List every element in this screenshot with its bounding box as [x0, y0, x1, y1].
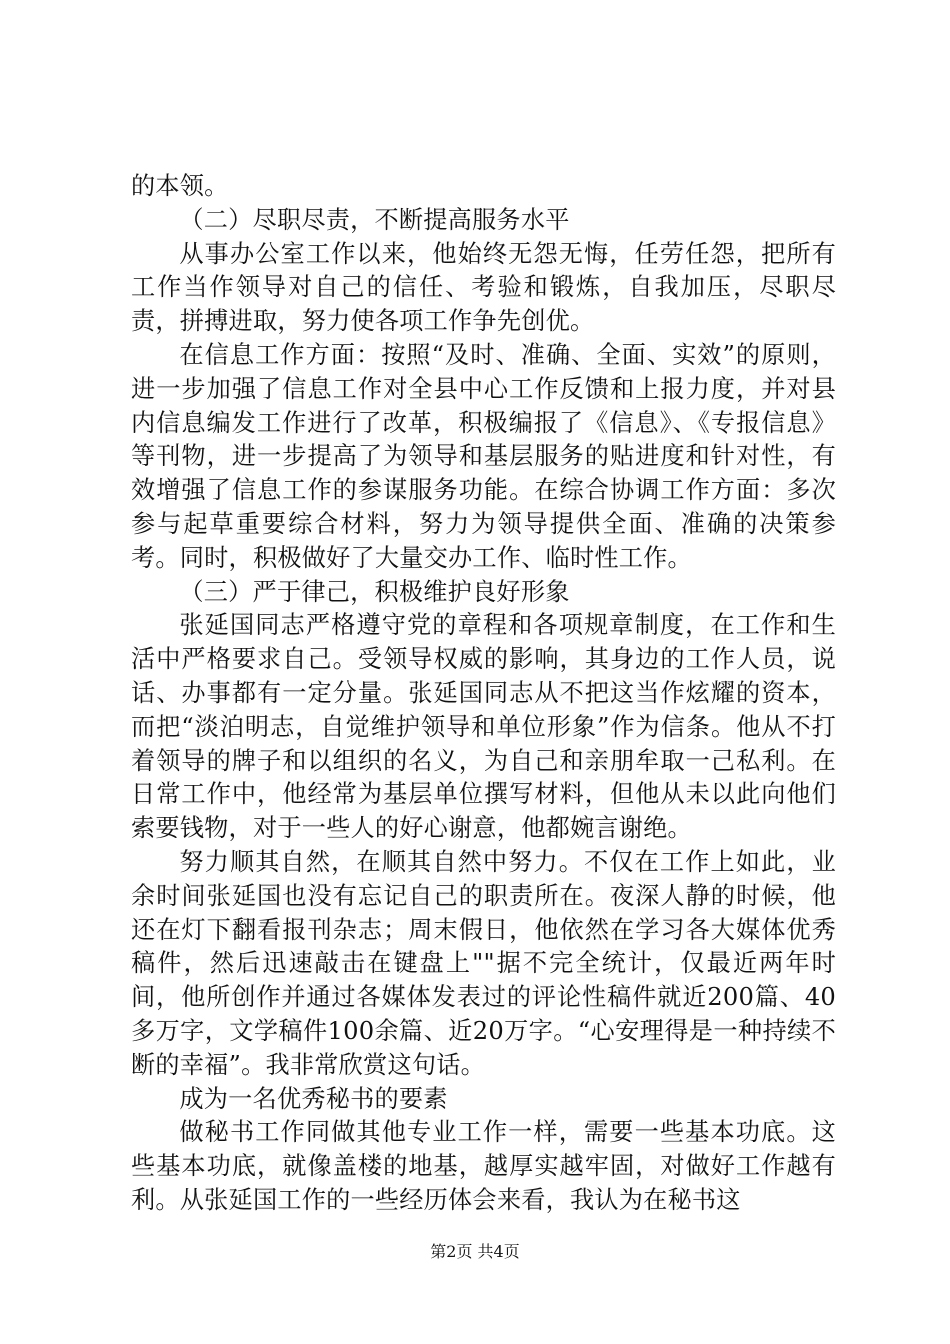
section-heading: （三）严于律己，积极维护良好形象 [179, 577, 570, 606]
paragraph: 在信息工作方面：按照“及时、准确、全面、实效”的原则，进一步加强了信息工作对全县中心工作反馈和上报力度，并对县内信息编发工作进行了改革，积极编报了《信息》、《专报信息》等刊物，进一步提高了为领导和基层服务的贴进度和针对性，有效增强了信息工作的参谋服务功能。在综合协调工作方面：多次参与起草重要综合材料，努力为领导提供全面、准确的决策参考。同时，积极做好了大量交办工作、临时性工作。 [131, 340, 836, 572]
paragraph: 张延国同志严格遵守党的章程和各项规章制度，在工作和生活中严格要求自己。受领导权威的影响，其身边的工作人员，说话、办事都有一定分量。张延国同志从不把这当作炫耀的资本，而把“淡泊明志，自觉维护领导和单位形象”作为信条。他从不打着领导的牌子和以组织的名义，为自己和亲朋牟取一己私利。在日常工作中，他经常为基层单位撰写材料，但他从未以此向他们索要钱物，对于一些人的好心谢意，他都婉言谢绝。 [131, 611, 836, 843]
page-footer: 第2页 共4页 [430, 1242, 520, 1261]
section-heading: 成为一名优秀秘书的要素 [179, 1084, 448, 1113]
paragraph: 从事办公室工作以来，他始终无怨无悔，任劳任怨，把所有工作当作领导对自己的信任、考验和锻炼，自我加压，尽职尽责，拼搏进取，努力使各项工作争先创优。 [131, 239, 836, 336]
paragraph: 做秘书工作同做其他专业工作一样，需要一些基本功底。这些基本功底，就像盖楼的地基，越厚实越牢固，对做好工作越有利。从张延国工作的一些经历体会来看，我认为在秘书这 [131, 1118, 836, 1214]
section-heading: （二）尽职尽责，不断提高服务水平 [179, 205, 570, 234]
paragraph: 的本领。 [131, 172, 229, 200]
document-body [131, 170, 836, 1218]
paragraph: 努力顺其自然，在顺其自然中努力。不仅在工作上如此，业余时间张延国也没有忘记自己的职责所在。夜深人静的时候，他还在灯下翻看报刊杂志；周末假日，他依然在学习各大媒体优秀稿件，然后迅速敲击在键盘上""据不完全统计，仅最近两年时间，他所创作并通过各媒体发表过的评论性稿件就近200篇、40多万字，文学稿件100余篇、近20万字。“心安理得是一种持续不断的幸福”。我非常欣赏这句话。 [131, 847, 836, 1079]
